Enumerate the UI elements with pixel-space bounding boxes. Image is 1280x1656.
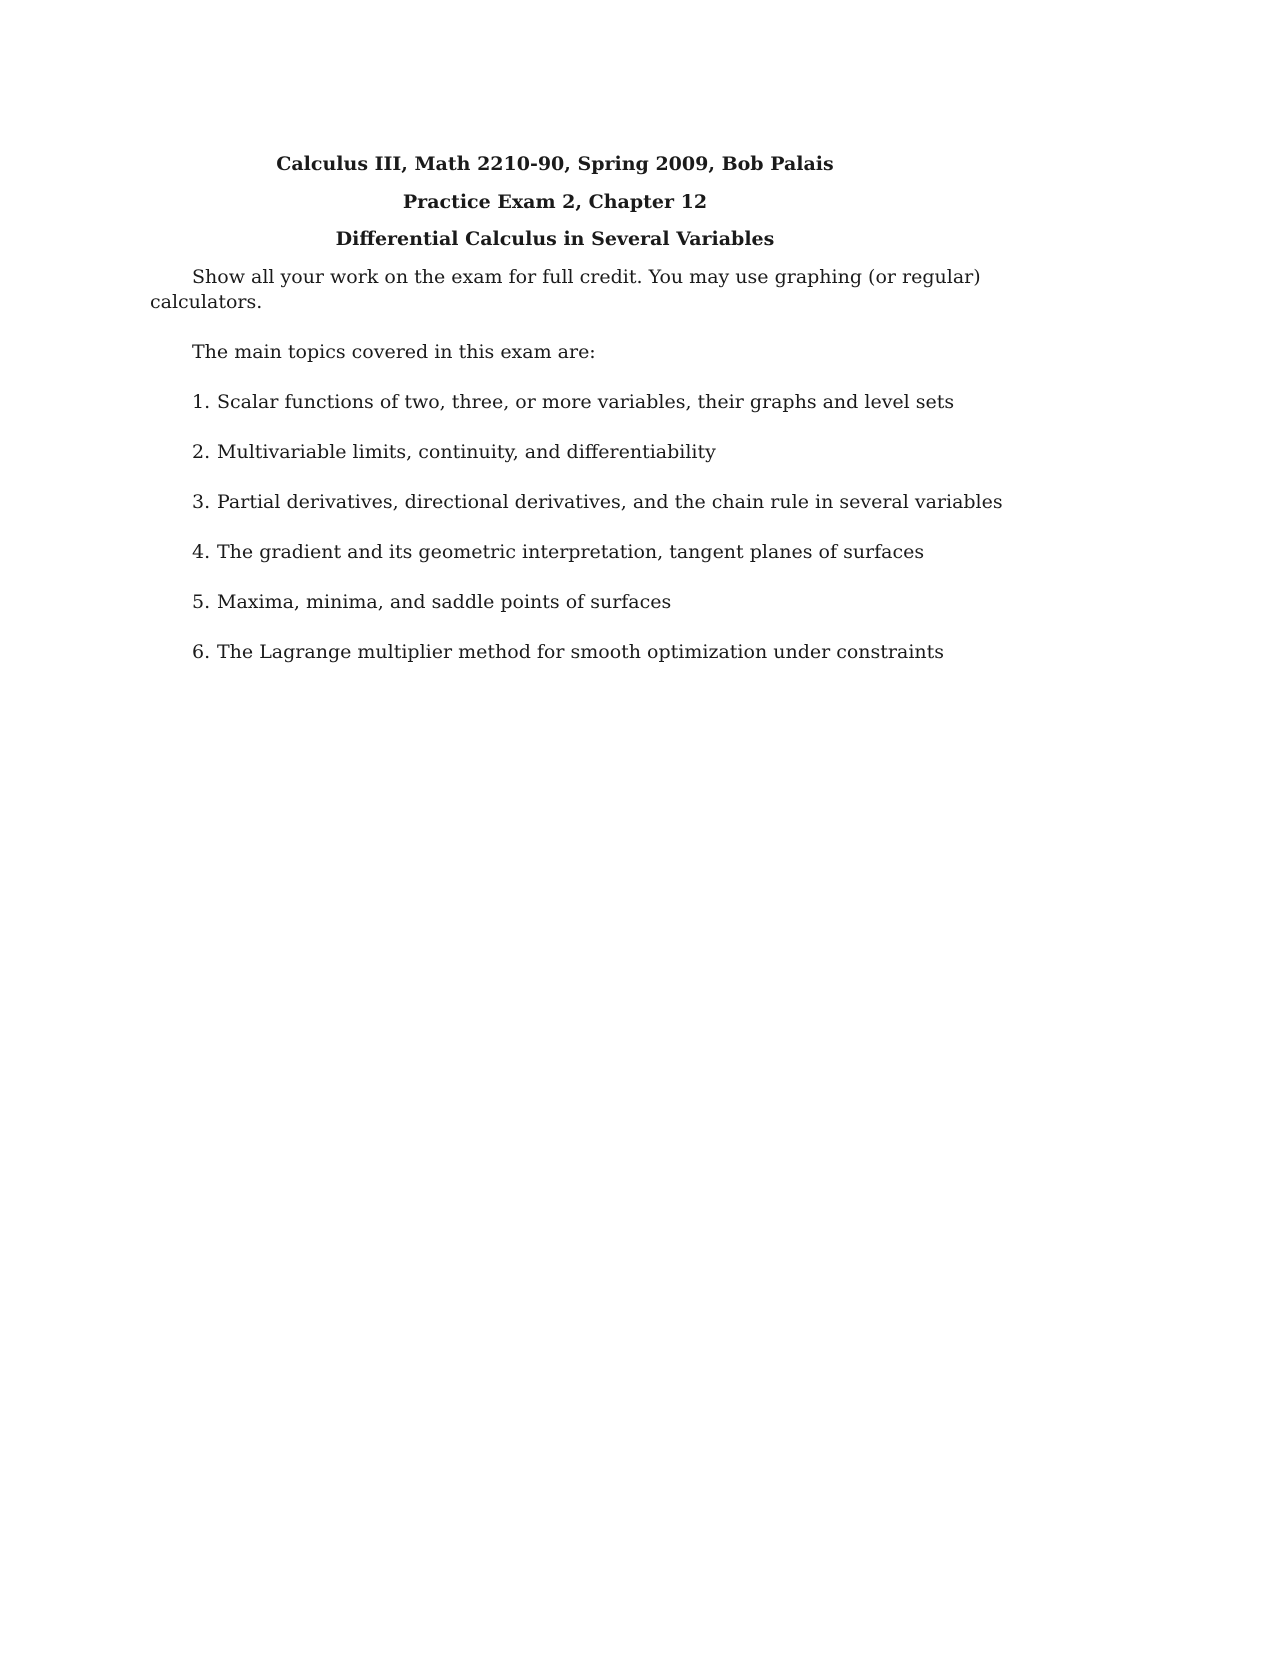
topics-list: [192, 390, 1003, 690]
topic-text: Partial derivatives, directional derivatives, and the chain rule in several variables: [217, 491, 1003, 513]
topic-number: 4.: [192, 541, 211, 563]
topic-number: 5.: [192, 591, 211, 613]
instructions-line-1: Show all your work on the exam for full credit. You may use graphing (or regular): [192, 266, 981, 288]
topic-text: Maxima, minima, and saddle points of surfaces: [217, 591, 672, 613]
topic-number: 3.: [192, 491, 211, 513]
list-item: [192, 590, 1003, 640]
list-item: [192, 540, 1003, 590]
topic-text: The gradient and its geometric interpretation, tangent planes of surfaces: [217, 541, 925, 563]
list-item: [192, 640, 1003, 690]
exam-title: Practice Exam 2, Chapter 12: [402, 191, 708, 213]
topic-text: Scalar functions of two, three, or more variables, their graphs and level sets: [217, 391, 955, 413]
subject-title: Differential Calculus in Several Variables: [335, 228, 775, 250]
topic-number: 6.: [192, 641, 211, 663]
topic-number: 1.: [192, 391, 211, 413]
list-item: [192, 390, 1003, 440]
topic-number: 2.: [192, 441, 211, 463]
list-item: [192, 440, 1003, 490]
list-item: [192, 490, 1003, 540]
course-title: Calculus III, Math 2210-90, Spring 2009, Bob Palais: [276, 153, 834, 175]
topic-text: Multivariable limits, continuity, and differentiability: [217, 441, 716, 463]
topics-lead: The main topics covered in this exam are:: [192, 341, 596, 363]
instructions-line-2: calculators.: [150, 291, 263, 313]
topic-text: The Lagrange multiplier method for smooth optimization under constraints: [217, 641, 945, 663]
